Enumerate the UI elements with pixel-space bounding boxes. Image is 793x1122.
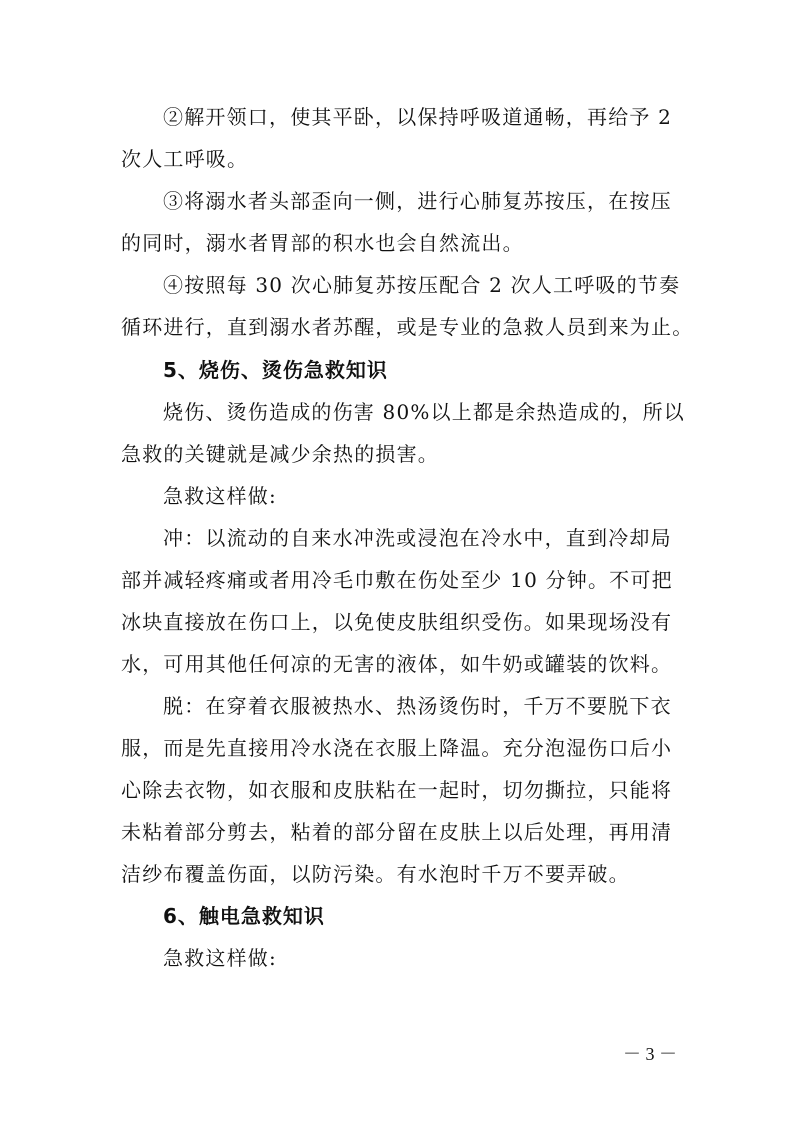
page-number: － 3 － xyxy=(623,1044,677,1064)
paragraph-line: ②解开领口，使其平卧，以保持呼吸道通畅，再给予 2 xyxy=(163,105,673,129)
paragraph-line: 次人工呼吸。 xyxy=(121,147,249,171)
paragraph-line: 服，而是先直接用冷水浇在衣服上降温。充分泡湿伤口后小 xyxy=(121,736,673,760)
paragraph-line: 的同时，溺水者胃部的积水也会自然流出。 xyxy=(121,231,524,255)
paragraph-line: 部并减轻疼痛或者用冷毛巾敷在伤处至少 10 分钟。不可把 xyxy=(121,568,673,592)
paragraph-line: 循环进行，直到溺水者苏醒，或是专业的急救人员到来为止。 xyxy=(121,315,694,339)
paragraph-line: 冰块直接放在伤口上，以免使皮肤组织受伤。如果现场没有 xyxy=(121,610,673,634)
paragraph-line: 心除去衣物，如衣服和皮肤粘在一起时，切勿撕拉，只能将 xyxy=(121,778,673,802)
paragraph-line: 水，可用其他任何凉的无害的液体，如牛奶或罐装的饮料。 xyxy=(121,652,673,676)
paragraph-line: 冲：以流动的自来水冲洗或浸泡在冷水中，直到冷却局 xyxy=(163,526,672,550)
paragraph-line: 烧伤、烫伤造成的伤害 80%以上都是余热造成的，所以 xyxy=(163,400,686,424)
paragraph-line: 未粘着部分剪去，粘着的部分留在皮肤上以后处理，再用清 xyxy=(121,820,673,844)
paragraph-line: 急救这样做: xyxy=(163,484,277,508)
section-heading-electric-shock: 6、触电急救知识 xyxy=(163,904,325,928)
paragraph-line: 脱：在穿着衣服被热水、热汤烫伤时，千万不要脱下衣 xyxy=(163,694,672,718)
section-heading-burns: 5、烧伤、烫伤急救知识 xyxy=(163,358,388,382)
paragraph-line: 急救这样做: xyxy=(163,946,277,970)
paragraph-line: ③将溺水者头部歪向一侧，进行心肺复苏按压，在按压 xyxy=(163,189,672,213)
paragraph-line: 洁纱布覆盖伤面，以防污染。有水泡时千万不要弄破。 xyxy=(121,862,630,886)
paragraph-line: ④按照每 30 次心肺复苏按压配合 2 次人工呼吸的节奏 xyxy=(163,273,681,297)
paragraph-line: 急救的关键就是减少余热的损害。 xyxy=(121,442,439,466)
